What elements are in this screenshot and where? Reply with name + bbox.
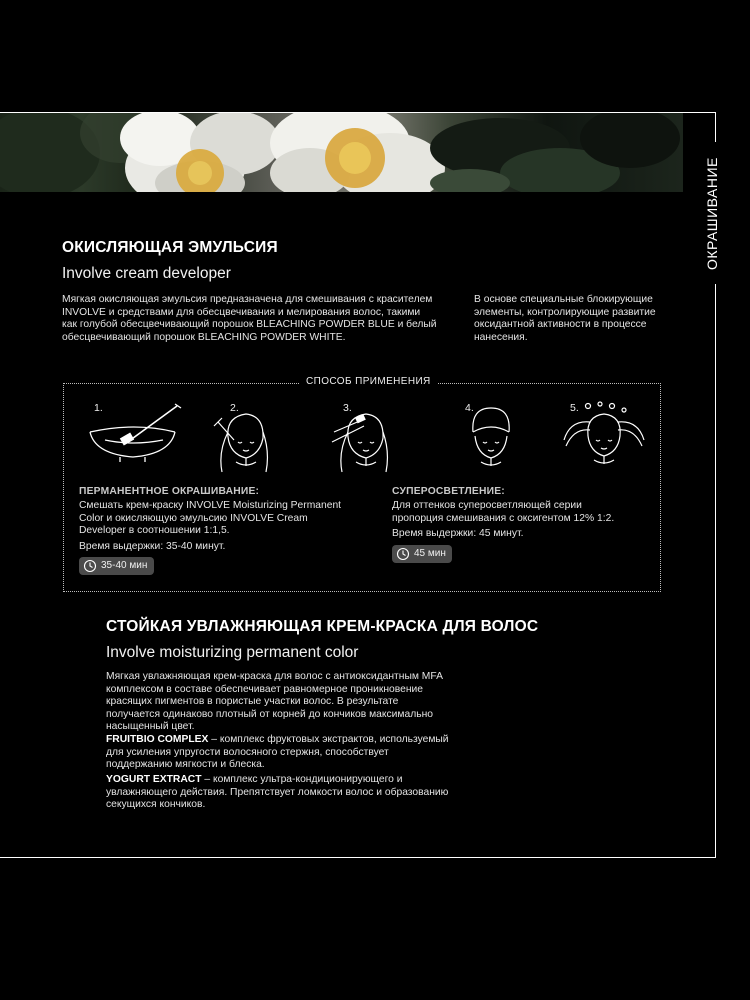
permanent-time-text: Время выдержки: 35-40 минут. — [79, 541, 226, 552]
step-4-number: 4. — [465, 402, 474, 414]
permanent-time-badge — [79, 557, 154, 575]
text-line: пропорция смешивания с оксигентом 12% 1:2. — [392, 512, 615, 524]
clock-icon — [83, 559, 97, 573]
text-line: комплексом в составе обеспечивает равномерное проникновение — [106, 683, 424, 695]
emulsion-title: ОКИСЛЯЮЩАЯ ЭМУЛЬСИЯ — [62, 239, 278, 256]
permanent-coloring-text — [79, 500, 369, 538]
step-2-number: 2. — [230, 402, 239, 414]
text-line: Для оттенков суперосветляющей серии — [392, 500, 582, 511]
text-line: Мягкая окисляющая эмульсия предназначена для смешивания с красителем — [62, 294, 433, 305]
woman-washing-hair-icon — [560, 400, 645, 475]
text-line: Смешать крем-краску INVOLVE Moisturizing Permanent — [79, 500, 342, 511]
color-subtitle: Involve moisturizing permanent color — [106, 644, 359, 661]
application-method-title: СПОСОБ ПРИМЕНЕНИЯ — [300, 376, 437, 387]
frame-right-upper — [715, 112, 716, 142]
text-line: оксидантной активности в процессе — [474, 319, 647, 331]
text-line: В основе специальные блокирующие — [474, 294, 653, 305]
frame-bottom — [0, 857, 716, 858]
text-line: INVOLVE и средствами для обесцвечивания и мелирования волос, такими — [62, 306, 421, 318]
text-line: элементы, контролирующие развитие — [474, 306, 656, 318]
yogurt-extract-text — [106, 774, 476, 812]
text-fragment: – комплекс ультра-кондиционирующего и — [201, 774, 403, 785]
step-3-number: 3. — [343, 402, 352, 414]
fruitbio-complex-text — [106, 734, 476, 772]
woman-hair-up-icon — [455, 402, 525, 477]
step-5-number: 5. — [570, 402, 579, 414]
color-title: СТОЙКАЯ УВЛАЖНЯЮЩАЯ КРЕМ-КРАСКА ДЛЯ ВОЛОС — [106, 618, 539, 635]
permanent-coloring-heading: ПЕРМАНЕНТНОЕ ОКРАШИВАНИЕ: — [79, 486, 260, 497]
text-line: красящих пигментов в пористые участки волос. В результате — [106, 696, 399, 708]
emulsion-description — [62, 294, 462, 344]
text-line: как голубой обесцвечивающий порошок BLEACHING POWDER BLUE и белый — [62, 319, 437, 331]
text-line — [106, 734, 476, 747]
text-fragment: – комплекс фруктовых экстрактов, используемый — [208, 734, 449, 745]
mixing-bowl-brush-icon — [85, 402, 185, 462]
superlightening-badge-label: 45 мин — [414, 548, 446, 559]
permanent-badge-label: 35-40 мин — [101, 560, 148, 571]
emulsion-subtitle: Involve cream developer — [62, 265, 231, 282]
woman-applying-brush-icon — [328, 402, 398, 477]
superlightening-time-badge — [392, 545, 452, 563]
text-line: нанесения. — [474, 331, 528, 343]
frame-top-left — [0, 112, 683, 113]
text-line: насыщенный цвет. — [106, 721, 195, 733]
text-line: Мягкая увлажняющая крем-краска для волос с антиоксидантным MFA — [106, 671, 443, 682]
emulsion-side-note — [474, 294, 674, 344]
color-description — [106, 671, 476, 734]
text-line: Color и окисляющую эмульсию INVOLVE Cream — [79, 512, 308, 524]
text-line — [106, 774, 476, 787]
text-line: получается одинаково плотный от корней до кончиков максимально — [106, 708, 433, 720]
superlightening-time-text: Время выдержки: 45 минут. — [392, 528, 524, 539]
frame-right-lower — [715, 284, 716, 857]
superlightening-heading: СУПЕРОСВЕТЛЕНИЕ: — [392, 486, 505, 497]
superlightening-text — [392, 500, 652, 525]
text-line: для усиления упругости волосяного стержня, способствует — [106, 746, 389, 758]
fruitbio-label: FRUITBIO COMPLEX — [106, 734, 209, 745]
text-line: поддержанию мягкости и блеска. — [106, 759, 265, 771]
text-line: Developer в соотношении 1:1,5. — [79, 525, 230, 537]
text-line: секущихся кончиков. — [106, 799, 206, 811]
step-1-number: 1. — [94, 402, 103, 414]
yogurt-label: YOGURT EXTRACT — [106, 774, 202, 785]
text-line: увлажняющего действия. Препятствует ломкости волос и образованию — [106, 786, 449, 798]
clock-icon — [396, 547, 410, 561]
woman-parting-hair-icon — [208, 402, 278, 477]
flower-photo-banner — [0, 113, 683, 192]
text-line: обесцвечивающий порошок BLEACHING POWDER WHITE. — [62, 331, 346, 343]
camellia-flowers-image — [0, 113, 683, 192]
section-side-label: ОКРАШИВАНИЕ — [704, 157, 720, 270]
frame-top-right — [683, 112, 716, 113]
